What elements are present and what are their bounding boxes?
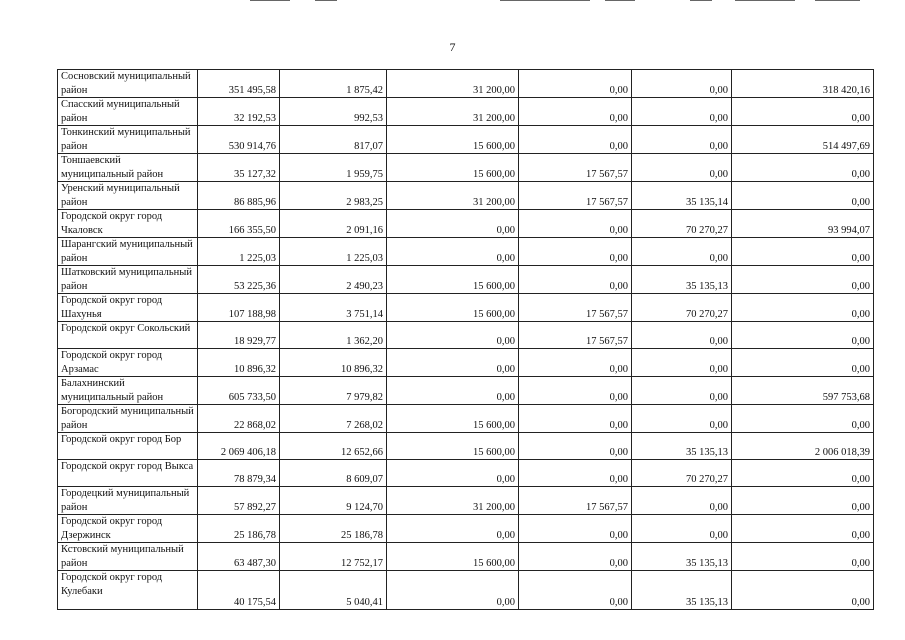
municipality-name-cell: Кстовский муниципальный район xyxy=(58,543,198,571)
amount-cell: 0,00 xyxy=(387,377,519,405)
amount-cell: 17 567,57 xyxy=(519,154,632,182)
amount-cell: 32 192,53 xyxy=(198,98,280,126)
municipality-name-cell: Городецкий муниципальный район xyxy=(58,487,198,515)
amount-cell: 0,00 xyxy=(387,460,519,487)
table-row xyxy=(58,322,874,349)
amount-cell: 31 200,00 xyxy=(387,70,519,98)
amount-cell: 1 959,75 xyxy=(280,154,387,182)
amount-cell: 0,00 xyxy=(519,405,632,433)
amount-cell: 1 225,03 xyxy=(280,238,387,266)
amount-cell: 35 135,13 xyxy=(632,433,732,460)
amount-cell: 15 600,00 xyxy=(387,405,519,433)
page-number: 7 xyxy=(449,40,456,54)
amount-cell: 1 362,20 xyxy=(280,322,387,349)
amount-cell: 0,00 xyxy=(632,322,732,349)
amount-cell: 0,00 xyxy=(387,349,519,377)
amount-cell: 7 268,02 xyxy=(280,405,387,433)
amount-cell: 1 875,42 xyxy=(280,70,387,98)
amount-cell: 0,00 xyxy=(632,154,732,182)
table-row xyxy=(58,294,874,322)
amount-cell: 817,07 xyxy=(280,126,387,154)
amount-cell: 15 600,00 xyxy=(387,433,519,460)
amount-cell: 53 225,36 xyxy=(198,266,280,294)
table-row xyxy=(58,154,874,182)
table-row xyxy=(58,487,874,515)
amount-cell: 0,00 xyxy=(732,571,874,610)
amount-cell: 22 868,02 xyxy=(198,405,280,433)
amount-cell: 0,00 xyxy=(632,238,732,266)
amount-cell: 15 600,00 xyxy=(387,154,519,182)
amount-cell: 12 752,17 xyxy=(280,543,387,571)
amount-cell: 0,00 xyxy=(732,266,874,294)
amount-cell: 86 885,96 xyxy=(198,182,280,210)
amount-cell: 107 188,98 xyxy=(198,294,280,322)
amount-cell: 530 914,76 xyxy=(198,126,280,154)
municipality-name-cell: Городской округ город Бор xyxy=(58,433,198,460)
amount-cell: 0,00 xyxy=(387,322,519,349)
amount-cell: 0,00 xyxy=(519,543,632,571)
amount-cell: 0,00 xyxy=(732,294,874,322)
amount-cell: 0,00 xyxy=(732,460,874,487)
amount-cell: 0,00 xyxy=(732,154,874,182)
budget-distribution-table xyxy=(57,69,874,610)
table-row xyxy=(58,377,874,405)
table-row xyxy=(58,210,874,238)
municipality-name-cell: Городской округ город Арзамас xyxy=(58,349,198,377)
amount-cell: 10 896,32 xyxy=(280,349,387,377)
amount-cell: 40 175,54 xyxy=(198,571,280,610)
municipality-name-cell: Сосновский муниципальный район xyxy=(58,70,198,98)
municipality-name-cell: Шарангский муниципальный район xyxy=(58,238,198,266)
amount-cell: 0,00 xyxy=(387,571,519,610)
municipality-name-cell: Городской округ город Чкаловск xyxy=(58,210,198,238)
amount-cell: 318 420,16 xyxy=(732,70,874,98)
amount-cell: 0,00 xyxy=(732,487,874,515)
amount-cell: 0,00 xyxy=(732,238,874,266)
amount-cell: 0,00 xyxy=(632,98,732,126)
amount-cell: 0,00 xyxy=(387,238,519,266)
amount-cell: 0,00 xyxy=(387,515,519,543)
amount-cell: 0,00 xyxy=(732,515,874,543)
amount-cell: 78 879,34 xyxy=(198,460,280,487)
amount-cell: 0,00 xyxy=(732,322,874,349)
amount-cell: 0,00 xyxy=(732,405,874,433)
table-row xyxy=(58,238,874,266)
municipality-name-cell: Тоншаевский муниципальный район xyxy=(58,154,198,182)
amount-cell: 15 600,00 xyxy=(387,266,519,294)
amount-cell: 1 225,03 xyxy=(198,238,280,266)
table-row xyxy=(58,70,874,98)
municipality-name-cell: Городской округ город Кулебаки xyxy=(58,571,198,610)
amount-cell: 35 135,14 xyxy=(632,182,732,210)
amount-cell: 0,00 xyxy=(632,70,732,98)
municipality-name-cell: Тонкинский муниципальный район xyxy=(58,126,198,154)
amount-cell: 17 567,57 xyxy=(519,182,632,210)
amount-cell: 0,00 xyxy=(519,70,632,98)
amount-cell: 17 567,57 xyxy=(519,322,632,349)
table-row xyxy=(58,182,874,210)
amount-cell: 0,00 xyxy=(519,460,632,487)
amount-cell: 0,00 xyxy=(632,377,732,405)
amount-cell: 0,00 xyxy=(632,126,732,154)
amount-cell: 0,00 xyxy=(519,266,632,294)
municipality-name-cell: Богородский муниципальный район xyxy=(58,405,198,433)
table-row xyxy=(58,515,874,543)
amount-cell: 2 490,23 xyxy=(280,266,387,294)
municipality-name-cell: Шатковский муниципальный район xyxy=(58,266,198,294)
amount-cell: 0,00 xyxy=(632,487,732,515)
municipality-name-cell: Городской округ Сокольский xyxy=(58,322,198,349)
amount-cell: 2 006 018,39 xyxy=(732,433,874,460)
amount-cell: 15 600,00 xyxy=(387,543,519,571)
amount-cell: 0,00 xyxy=(632,405,732,433)
amount-cell: 0,00 xyxy=(519,349,632,377)
amount-cell: 0,00 xyxy=(519,238,632,266)
amount-cell: 9 124,70 xyxy=(280,487,387,515)
amount-cell: 25 186,78 xyxy=(198,515,280,543)
municipality-name-cell: Городской округ город Шахунья xyxy=(58,294,198,322)
amount-cell: 57 892,27 xyxy=(198,487,280,515)
amount-cell: 0,00 xyxy=(732,98,874,126)
amount-cell: 0,00 xyxy=(732,543,874,571)
amount-cell: 31 200,00 xyxy=(387,98,519,126)
municipality-name-cell: Балахнинский муниципальный район xyxy=(58,377,198,405)
amount-cell: 70 270,27 xyxy=(632,294,732,322)
amount-cell: 17 567,57 xyxy=(519,487,632,515)
amount-cell: 0,00 xyxy=(519,377,632,405)
table-row xyxy=(58,433,874,460)
amount-cell: 0,00 xyxy=(519,515,632,543)
amount-cell: 0,00 xyxy=(519,571,632,610)
amount-cell: 0,00 xyxy=(732,349,874,377)
amount-cell: 12 652,66 xyxy=(280,433,387,460)
amount-cell: 7 979,82 xyxy=(280,377,387,405)
table-row xyxy=(58,349,874,377)
amount-cell: 0,00 xyxy=(519,210,632,238)
amount-cell: 0,00 xyxy=(387,210,519,238)
amount-cell: 93 994,07 xyxy=(732,210,874,238)
amount-cell: 31 200,00 xyxy=(387,182,519,210)
amount-cell: 597 753,68 xyxy=(732,377,874,405)
amount-cell: 35 127,32 xyxy=(198,154,280,182)
amount-cell: 35 135,13 xyxy=(632,266,732,294)
amount-cell: 70 270,27 xyxy=(632,460,732,487)
amount-cell: 25 186,78 xyxy=(280,515,387,543)
municipality-name-cell: Спасский муниципальный район xyxy=(58,98,198,126)
amount-cell: 514 497,69 xyxy=(732,126,874,154)
amount-cell: 18 929,77 xyxy=(198,322,280,349)
amount-cell: 0,00 xyxy=(519,98,632,126)
scan-artifacts xyxy=(0,0,905,6)
table-row xyxy=(58,126,874,154)
amount-cell: 63 487,30 xyxy=(198,543,280,571)
table-row xyxy=(58,266,874,294)
amount-cell: 31 200,00 xyxy=(387,487,519,515)
amount-cell: 8 609,07 xyxy=(280,460,387,487)
municipality-name-cell: Городской округ город Выкса xyxy=(58,460,198,487)
amount-cell: 166 355,50 xyxy=(198,210,280,238)
table-row xyxy=(58,571,874,610)
amount-cell: 351 495,58 xyxy=(198,70,280,98)
amount-cell: 2 091,16 xyxy=(280,210,387,238)
table-row xyxy=(58,405,874,433)
amount-cell: 15 600,00 xyxy=(387,294,519,322)
table-body xyxy=(58,70,874,610)
table-row xyxy=(58,543,874,571)
table-row xyxy=(58,460,874,487)
amount-cell: 0,00 xyxy=(519,126,632,154)
municipality-name-cell: Уренский муниципальный район xyxy=(58,182,198,210)
table-row xyxy=(58,98,874,126)
amount-cell: 35 135,13 xyxy=(632,571,732,610)
amount-cell: 0,00 xyxy=(519,433,632,460)
amount-cell: 17 567,57 xyxy=(519,294,632,322)
amount-cell: 5 040,41 xyxy=(280,571,387,610)
amount-cell: 605 733,50 xyxy=(198,377,280,405)
amount-cell: 15 600,00 xyxy=(387,126,519,154)
amount-cell: 2 069 406,18 xyxy=(198,433,280,460)
amount-cell: 0,00 xyxy=(632,349,732,377)
amount-cell: 10 896,32 xyxy=(198,349,280,377)
amount-cell: 70 270,27 xyxy=(632,210,732,238)
amount-cell: 3 751,14 xyxy=(280,294,387,322)
amount-cell: 0,00 xyxy=(632,515,732,543)
amount-cell: 35 135,13 xyxy=(632,543,732,571)
municipality-name-cell: Городской округ город Дзержинск xyxy=(58,515,198,543)
amount-cell: 2 983,25 xyxy=(280,182,387,210)
amount-cell: 992,53 xyxy=(280,98,387,126)
amount-cell: 0,00 xyxy=(732,182,874,210)
